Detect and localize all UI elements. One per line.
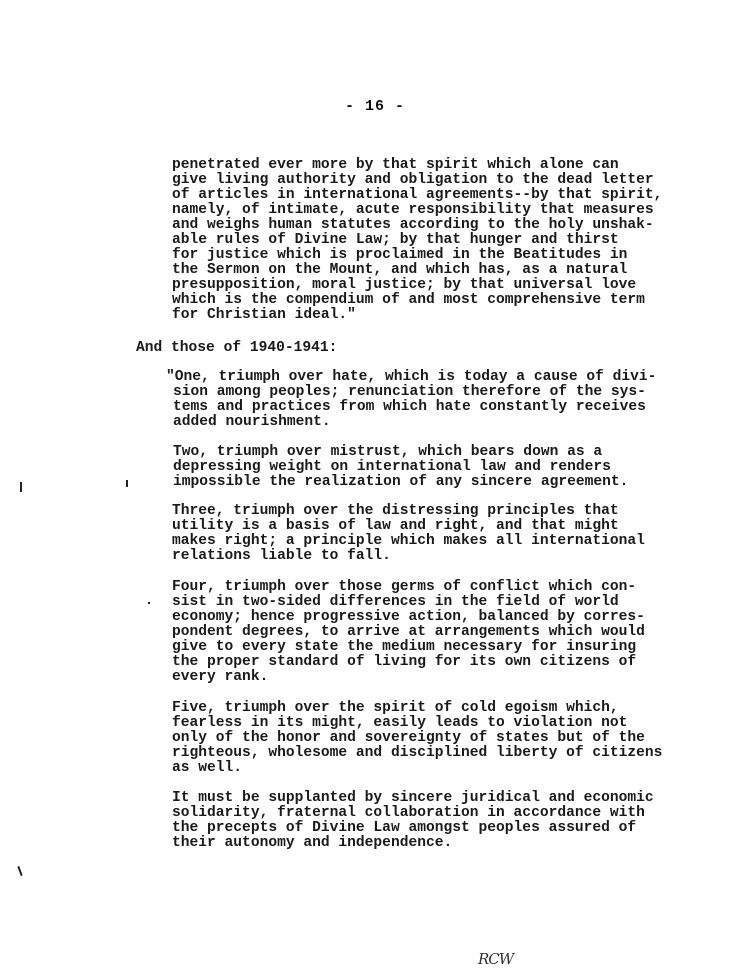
text-line: tems and practices from which hate constantly receives — [173, 399, 646, 415]
text-line: which is the compendium of and most comprehensive term — [172, 292, 645, 308]
text-line: impossible the realization of any sincere agreement. — [173, 474, 629, 490]
point-three — [172, 504, 645, 564]
text-line: righteous, wholesome and disciplined liberty of citizens — [172, 745, 663, 761]
text-line: the Sermon on the Mount, and which has, as a natural — [172, 262, 628, 278]
text-line: added nourishment. — [173, 414, 331, 430]
text-line: of articles in international agreements--by that spirit, — [172, 187, 663, 203]
text-line: give living authority and obligation to the dead letter — [172, 172, 654, 188]
text-line: Five, triumph over the spirit of cold egoism which, — [172, 700, 619, 716]
text-line: depressing weight on international law and renders — [173, 459, 611, 475]
text-line: give to every state the medium necessary for insuring — [172, 639, 637, 655]
text-line: the precepts of Divine Law amongst peoples assured of — [172, 820, 637, 836]
point-one — [166, 370, 656, 430]
quote-continuation — [172, 158, 662, 323]
text-line: presupposition, moral justice; by that universal love — [172, 277, 637, 293]
text-line: sion among peoples; renunciation therefore of the sys- — [173, 384, 646, 400]
intro-line — [136, 341, 337, 356]
text-line: the proper standard of living for its own citizens of — [172, 654, 637, 670]
text-line: namely, of intimate, acute responsibility that measures — [172, 202, 654, 218]
text-line: only of the honor and sovereignty of states but of the — [172, 730, 645, 746]
point-two — [173, 445, 628, 490]
text-line: pondent degrees, to arrive at arrangements which would — [172, 624, 645, 640]
text-line: Three, triumph over the distressing principles that — [172, 503, 619, 519]
text-line: solidarity, fraternal collaboration in accordance with — [172, 805, 645, 821]
text-line: relations liable to fall. — [172, 548, 391, 564]
closing-paragraph — [172, 791, 654, 851]
scan-mark — [126, 480, 128, 487]
scan-mark — [148, 602, 150, 604]
text-line: It must be supplanted by sincere juridical and economic — [172, 790, 654, 806]
text-line: for Christian ideal." — [172, 307, 356, 323]
text-line: economy; hence progressive action, balanced by corres- — [172, 609, 645, 625]
text-line: for justice which is proclaimed in the Beatitudes in — [172, 247, 628, 263]
point-five — [172, 701, 662, 776]
text-line: every rank. — [172, 669, 269, 685]
text-line: as well. — [172, 760, 243, 776]
scan-mark — [20, 482, 22, 492]
text-line: fearless in its might, easily leads to violation not — [172, 715, 628, 731]
text-line: sist in two-sided differences in the field of world — [172, 594, 619, 610]
text-line: Four, triumph over those germs of conflict which con- — [172, 579, 637, 595]
page-number: - 16 - — [344, 98, 405, 115]
text-line: and weighs human statutes according to the holy unshak- — [172, 217, 654, 233]
text-line: able rules of Divine Law; by that hunger and thirst — [172, 232, 619, 248]
text-line: utility is a basis of law and right, and that might — [172, 518, 619, 534]
text-line: "One, triumph over hate, which is today a cause of divi- — [166, 369, 657, 385]
text-line: their autonomy and independence. — [172, 835, 453, 851]
text-line: makes right; a principle which makes all international — [172, 533, 645, 549]
text-line: penetrated ever more by that spirit which alone can — [172, 157, 619, 173]
text-line: And those of 1940-1941: — [136, 340, 338, 356]
handwritten-initials: RCW — [478, 950, 514, 968]
text-line: Two, triumph over mistrust, which bears down as a — [173, 444, 603, 460]
scan-mark — [17, 866, 22, 876]
point-four — [172, 580, 645, 685]
